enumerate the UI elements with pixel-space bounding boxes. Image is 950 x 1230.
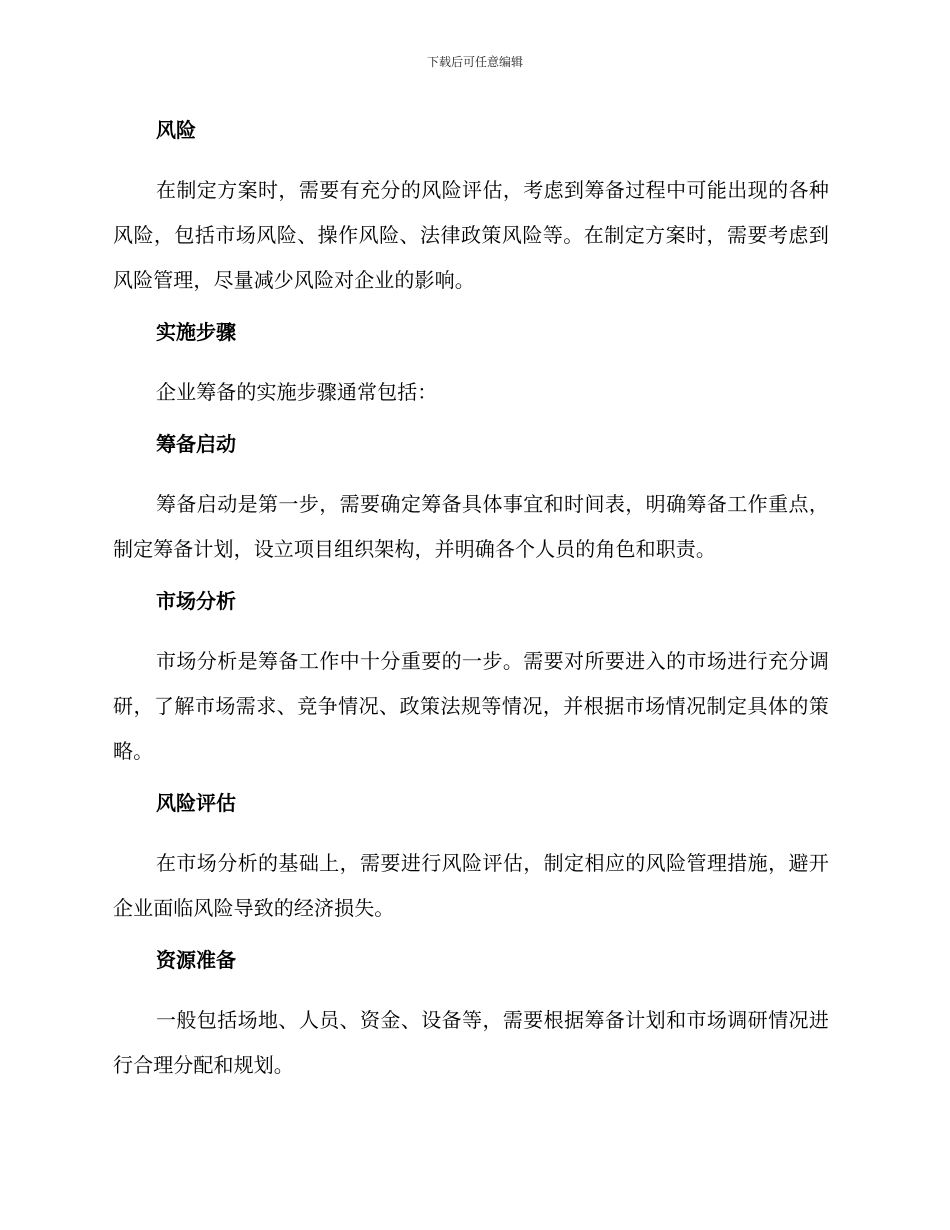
section-paragraph: 企业筹备的实施步骤通常包括： bbox=[156, 380, 438, 404]
section-paragraph: 市场分析是筹备工作中十分重要的一步。需要对所要进入的市场进行充分调研，了解市场需求、竞争情况、政策法规等情况，并根据市场情况制定具体的策略。 bbox=[113, 649, 829, 763]
section-paragraph: 在市场分析的基础上，需要进行风险评估，制定相应的风险管理措施，避开企业面临风险导致的经济损失。 bbox=[113, 851, 829, 920]
section-heading: 筹备启动 bbox=[156, 432, 236, 456]
section-risk-assessment bbox=[113, 785, 829, 931]
section-market-analysis bbox=[113, 583, 829, 774]
section-paragraph: 筹备启动是第一步，需要确定筹备具体事宜和时间表，明确筹备工作重点，制定筹备计划，设立项目组织架构，并明确各个人员的角色和职责。 bbox=[113, 492, 829, 561]
section-implementation-steps bbox=[113, 314, 829, 415]
section-heading: 市场分析 bbox=[156, 589, 236, 613]
section-paragraph: 在制定方案时，需要有充分的风险评估，考虑到筹备过程中可能出现的各种风险，包括市场风险、操作风险、法律政策风险等。在制定方案时，需要考虑到风险管理，尽量减少风险对企业的影响。 bbox=[113, 178, 829, 292]
section-heading: 风险 bbox=[156, 118, 196, 142]
section-preparation-start bbox=[113, 426, 829, 572]
document-body bbox=[113, 112, 829, 1099]
page-header: 下载后可任意编辑 bbox=[426, 55, 523, 69]
section-paragraph: 一般包括场地、人员、资金、设备等，需要根据筹备计划和市场调研情况进行合理分配和规划。 bbox=[113, 1008, 829, 1077]
section-risk bbox=[113, 112, 829, 303]
section-resource-preparation bbox=[113, 942, 829, 1088]
section-heading: 资源准备 bbox=[156, 948, 236, 972]
section-heading: 实施步骤 bbox=[156, 320, 236, 344]
section-heading: 风险评估 bbox=[156, 791, 236, 815]
